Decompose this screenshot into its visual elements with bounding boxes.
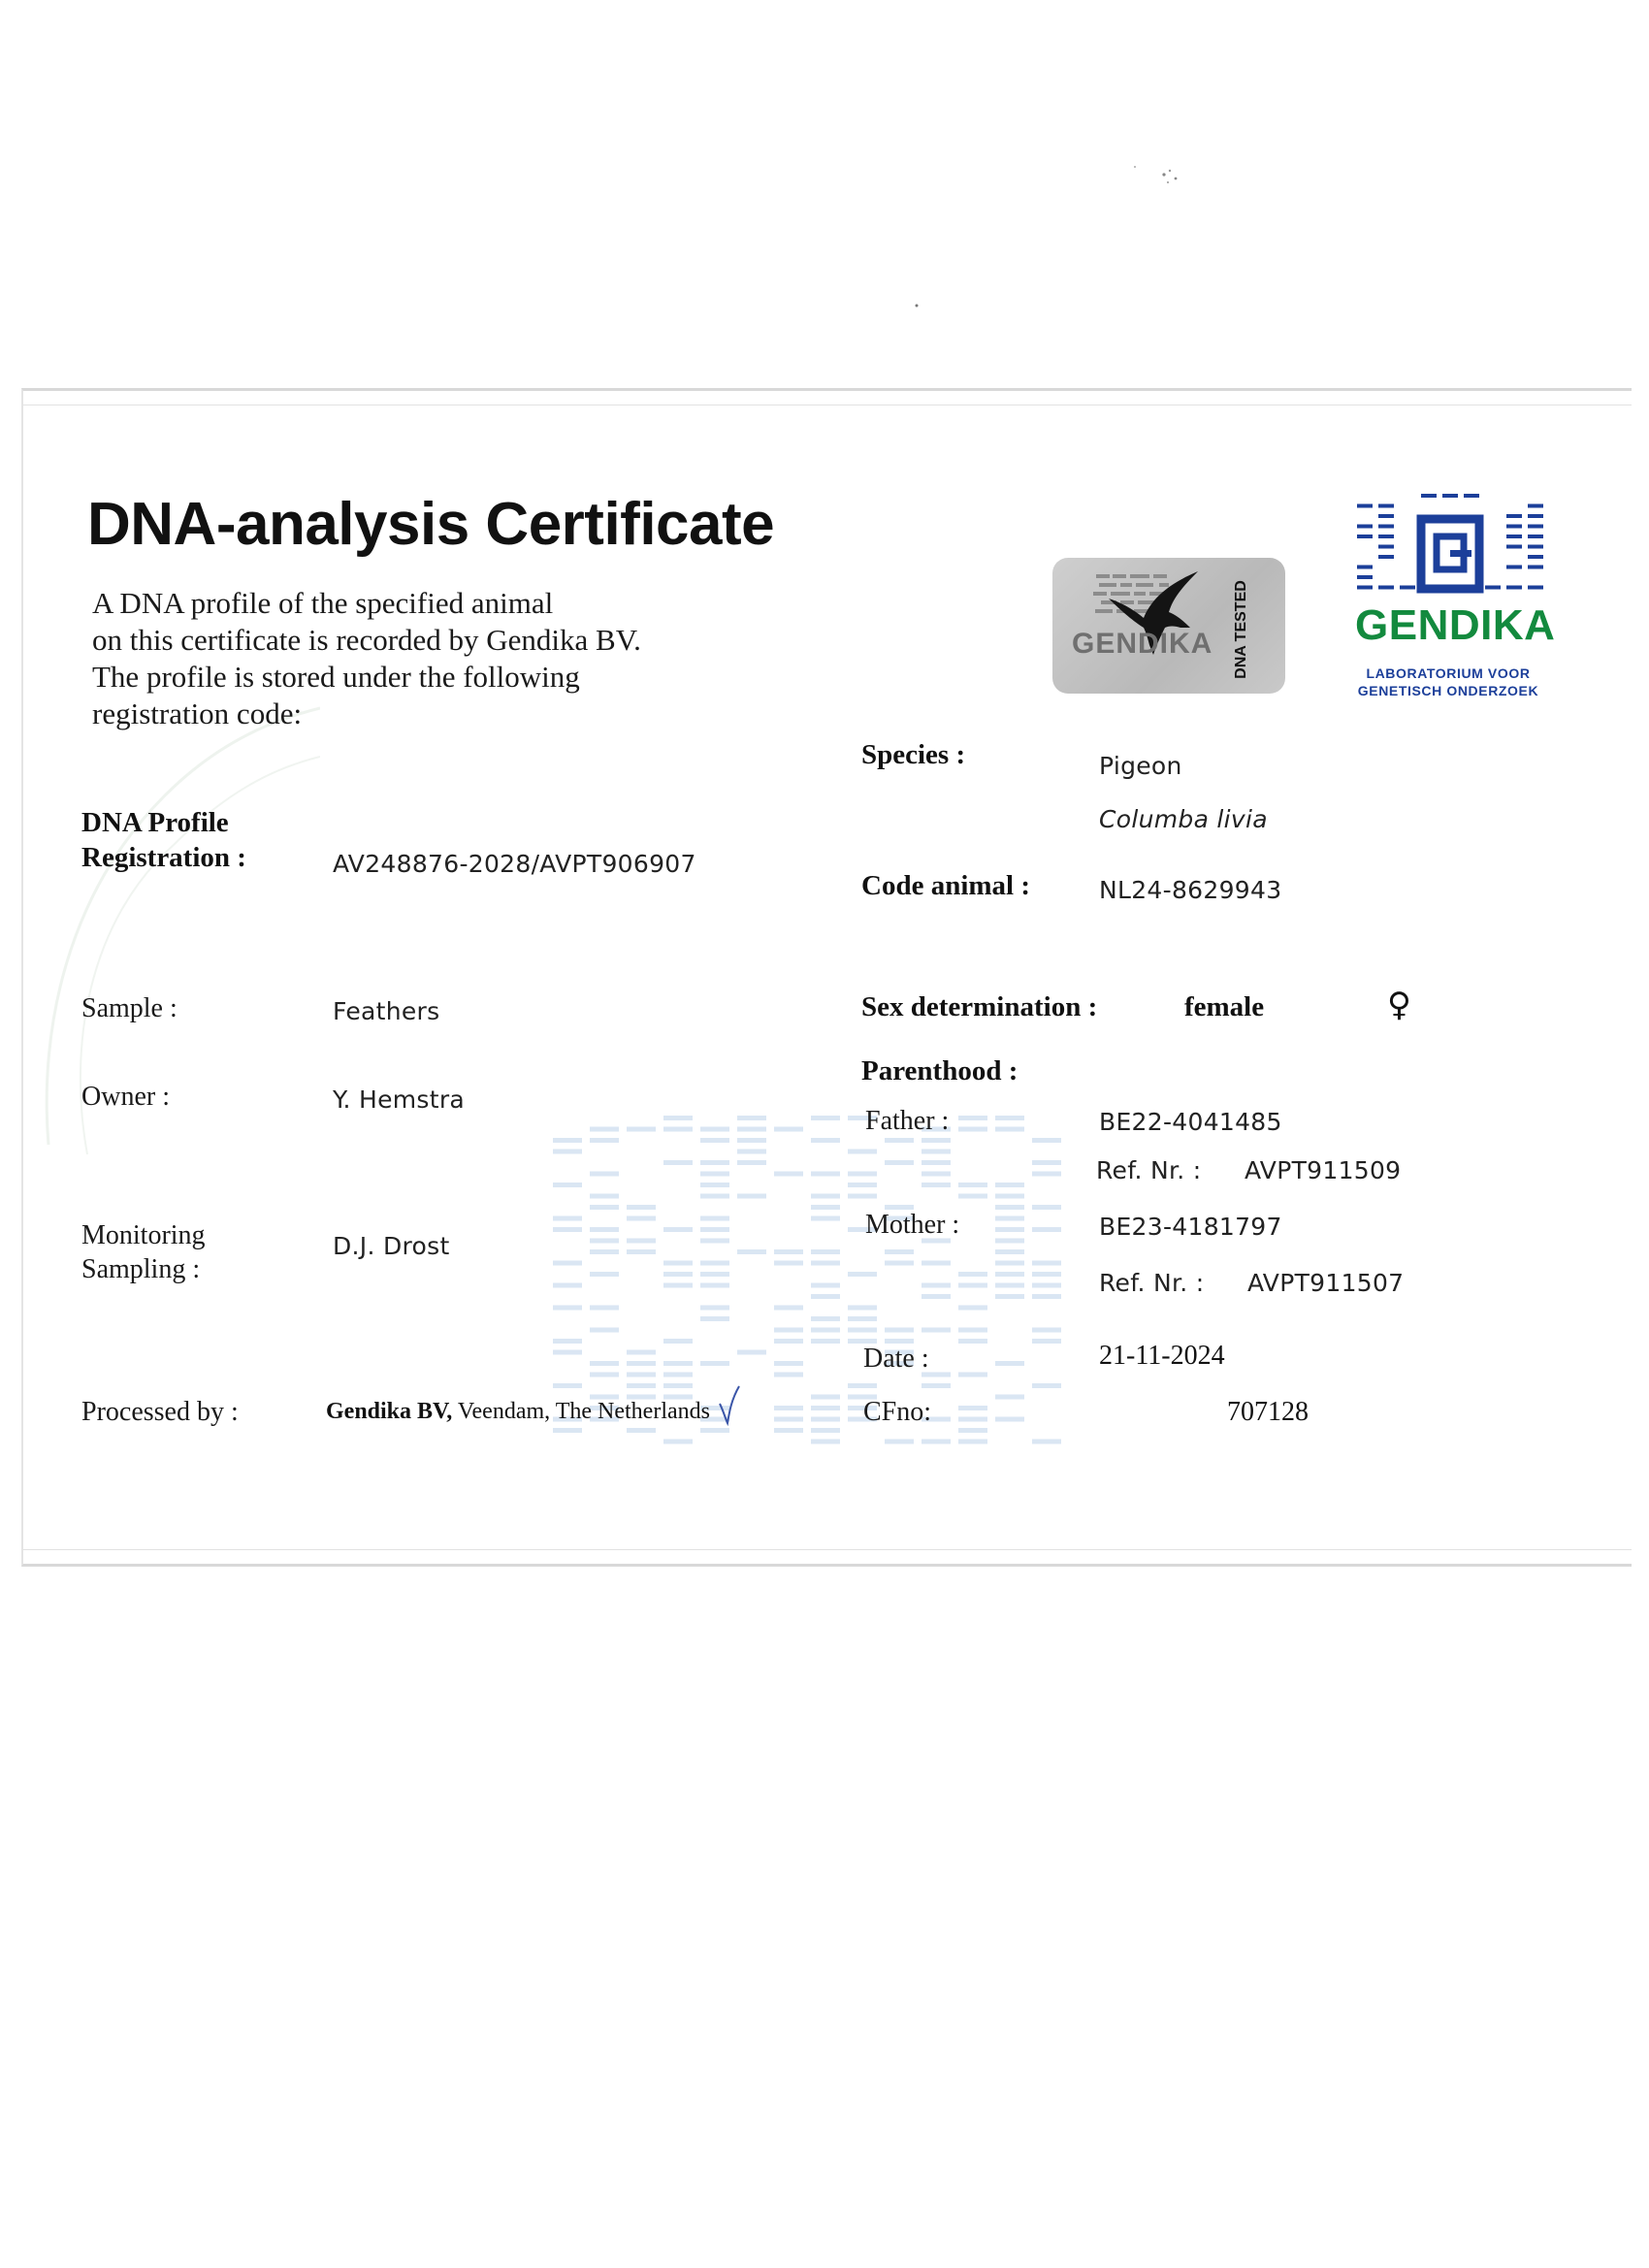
watermark-bar xyxy=(922,1383,951,1388)
watermark-bar xyxy=(627,1428,656,1433)
father-ref-value: AVPT911509 xyxy=(1245,1156,1402,1184)
logo-bar xyxy=(1357,525,1373,529)
processed-location: Veendam, The Netherlands xyxy=(452,1399,710,1424)
logo-bar xyxy=(1357,566,1373,569)
watermark-bar xyxy=(553,1306,582,1311)
logo-bar xyxy=(1506,525,1522,529)
watermark-bar xyxy=(774,1428,803,1433)
seal-brand-text: GENDIKA xyxy=(1072,628,1213,660)
watermark-bar xyxy=(1032,1440,1061,1444)
logo-bar xyxy=(1378,535,1394,538)
watermark-bar xyxy=(774,1127,803,1132)
watermark-bar xyxy=(663,1283,693,1288)
watermark-bar xyxy=(700,1127,729,1132)
watermark-bar xyxy=(811,1283,840,1288)
watermark-bar xyxy=(774,1306,803,1311)
watermark-bar xyxy=(885,1328,914,1333)
processed-value xyxy=(326,1399,710,1425)
watermark-bar xyxy=(958,1283,987,1288)
monitoring-label-line2: Sampling : xyxy=(81,1254,201,1284)
logo-bar xyxy=(1528,504,1543,508)
watermark-bar xyxy=(995,1261,1024,1266)
watermark-bar xyxy=(700,1261,729,1266)
logo-bar xyxy=(1506,545,1522,549)
watermark-bar xyxy=(811,1249,840,1254)
logo-bar xyxy=(1378,514,1394,518)
watermark-bar xyxy=(995,1283,1024,1288)
watermark-bar xyxy=(1032,1261,1061,1266)
watermark-bar xyxy=(700,1138,729,1143)
watermark-bar xyxy=(663,1361,693,1366)
watermark-bar xyxy=(995,1194,1024,1199)
watermark-bar xyxy=(1032,1205,1061,1210)
watermark-bar xyxy=(700,1272,729,1277)
watermark-bar xyxy=(811,1316,840,1321)
logo-bar xyxy=(1506,514,1522,518)
cfno-value: 707128 xyxy=(1227,1397,1309,1427)
processed-company: Gendika BV, xyxy=(326,1399,453,1424)
watermark-bar xyxy=(848,1194,877,1199)
watermark-bar xyxy=(995,1205,1024,1210)
logo-brand-name: GENDIKA xyxy=(1355,601,1556,649)
watermark-bar xyxy=(590,1194,619,1199)
watermark-bar xyxy=(663,1127,693,1132)
watermark-bar xyxy=(627,1249,656,1254)
watermark-bar xyxy=(590,1249,619,1254)
watermark-bar xyxy=(663,1339,693,1344)
watermark-bar xyxy=(995,1116,1024,1120)
father-value: BE22-4041485 xyxy=(1099,1108,1282,1136)
watermark-bar xyxy=(553,1138,582,1143)
watermark-bar xyxy=(663,1373,693,1377)
watermark-bar xyxy=(553,1183,582,1187)
watermark-bar xyxy=(848,1383,877,1388)
watermark-bar xyxy=(958,1328,987,1333)
watermark-bar xyxy=(627,1205,656,1210)
watermark-bar xyxy=(700,1239,729,1244)
watermark-bar xyxy=(590,1328,619,1333)
watermark-bar xyxy=(848,1328,877,1333)
watermark-bar xyxy=(1032,1383,1061,1388)
watermark-bar xyxy=(995,1227,1024,1232)
watermark-bar xyxy=(811,1395,840,1400)
watermark-bar xyxy=(590,1138,619,1143)
watermark-bar xyxy=(811,1194,840,1199)
watermark-bar xyxy=(958,1339,987,1344)
watermark-bar xyxy=(922,1172,951,1177)
watermark-bar xyxy=(922,1160,951,1165)
watermark-bar xyxy=(627,1216,656,1221)
watermark-bar xyxy=(700,1283,729,1288)
watermark-bar xyxy=(958,1116,987,1120)
watermark-bar xyxy=(848,1183,877,1187)
watermark-bar xyxy=(590,1127,619,1132)
watermark-bar xyxy=(1032,1138,1061,1143)
watermark-bar xyxy=(995,1183,1024,1187)
watermark-bar xyxy=(700,1172,729,1177)
watermark-bar xyxy=(811,1138,840,1143)
watermark-bar xyxy=(553,1383,582,1388)
date-label: Date : xyxy=(863,1344,929,1374)
seal-side-text: DNA TESTED xyxy=(1233,580,1249,679)
watermark-bar xyxy=(663,1440,693,1444)
watermark-bar xyxy=(848,1150,877,1154)
father-ref-label: Ref. Nr. : xyxy=(1096,1156,1202,1184)
watermark-bar xyxy=(627,1361,656,1366)
watermark-bar xyxy=(590,1239,619,1244)
watermark-bar xyxy=(1032,1227,1061,1232)
watermark-bar xyxy=(774,1172,803,1177)
watermark-bar xyxy=(885,1138,914,1143)
cfno-label: CFno: xyxy=(863,1397,932,1427)
scan-specks xyxy=(1125,146,1203,204)
female-symbol-icon: ♀ xyxy=(1387,986,1411,1024)
logo-bar xyxy=(1464,494,1479,498)
watermark-bar xyxy=(811,1172,840,1177)
watermark-bar xyxy=(700,1306,729,1311)
watermark-bar xyxy=(958,1194,987,1199)
logo-bar xyxy=(1528,586,1543,590)
species-label: Species : xyxy=(861,739,966,770)
watermark-bar xyxy=(737,1194,766,1199)
mother-ref-value: AVPT911507 xyxy=(1247,1269,1405,1297)
watermark-bar xyxy=(885,1160,914,1165)
watermark-bar xyxy=(663,1227,693,1232)
certificate-intro xyxy=(92,585,791,732)
watermark-bar xyxy=(995,1272,1024,1277)
watermark-bar xyxy=(553,1428,582,1433)
background-swirl xyxy=(29,679,320,1164)
logo-bar xyxy=(1528,535,1543,538)
watermark-bar xyxy=(958,1306,987,1311)
watermark-bar xyxy=(590,1172,619,1177)
watermark-bar xyxy=(1032,1328,1061,1333)
code-animal-value: NL24-8629943 xyxy=(1099,876,1282,904)
watermark-bar xyxy=(590,1373,619,1377)
watermark-bar xyxy=(1032,1339,1061,1344)
logo-bar xyxy=(1528,545,1543,549)
watermark-bar xyxy=(958,1417,987,1422)
watermark-bar xyxy=(774,1406,803,1410)
registration-label-line2: Registration : xyxy=(81,842,246,873)
mother-label: Mother : xyxy=(865,1210,960,1240)
watermark-bar xyxy=(995,1127,1024,1132)
monitoring-label-line1: Monitoring xyxy=(81,1220,206,1250)
watermark-bar xyxy=(774,1373,803,1377)
watermark-bar xyxy=(811,1339,840,1344)
watermark-bar xyxy=(627,1350,656,1355)
logo-bar xyxy=(1528,555,1543,559)
logo-bar xyxy=(1528,514,1543,518)
watermark-bar xyxy=(700,1361,729,1366)
watermark-bar xyxy=(700,1227,729,1232)
watermark-bar xyxy=(553,1227,582,1232)
watermark-bar xyxy=(553,1216,582,1221)
watermark-bar xyxy=(590,1306,619,1311)
logo-bar xyxy=(1421,494,1437,498)
watermark-bar xyxy=(811,1428,840,1433)
watermark-bar xyxy=(995,1249,1024,1254)
watermark-bar xyxy=(700,1428,729,1433)
intro-line: registration code: xyxy=(92,697,303,730)
watermark-bar xyxy=(737,1150,766,1154)
watermark-bar xyxy=(995,1395,1024,1400)
watermark-bar xyxy=(995,1294,1024,1299)
watermark-bar xyxy=(774,1339,803,1344)
sex-determination-label: Sex determination : xyxy=(861,991,1098,1022)
watermark-bar xyxy=(774,1261,803,1266)
watermark-bar xyxy=(553,1261,582,1266)
registration-value: AV248876-2028/AVPT906907 xyxy=(333,850,696,878)
watermark-bar xyxy=(811,1205,840,1210)
watermark-bar xyxy=(553,1350,582,1355)
watermark-bar xyxy=(663,1261,693,1266)
watermark-bar xyxy=(922,1138,951,1143)
watermark-bar xyxy=(737,1127,766,1132)
watermark-bar xyxy=(995,1361,1024,1366)
watermark-bar xyxy=(700,1194,729,1199)
mother-value: BE23-4181797 xyxy=(1099,1213,1282,1241)
logo-bar xyxy=(1528,525,1543,529)
card-bottom-rule xyxy=(23,1549,1632,1550)
watermark-bar xyxy=(922,1150,951,1154)
watermark-bar xyxy=(922,1183,951,1187)
watermark-bar xyxy=(590,1272,619,1277)
logo-bar xyxy=(1378,586,1394,590)
watermark-bar xyxy=(958,1272,987,1277)
sample-label: Sample : xyxy=(81,993,178,1023)
intro-line: on this certificate is recorded by Gendika BV. xyxy=(92,623,641,657)
logo-subtitle-line: LABORATORIUM VOOR xyxy=(1366,665,1531,681)
pen-tick-mark xyxy=(716,1382,745,1426)
watermark-bar xyxy=(811,1328,840,1333)
watermark-bar xyxy=(700,1216,729,1221)
watermark-bar xyxy=(627,1127,656,1132)
watermark-bar xyxy=(737,1138,766,1143)
owner-value: Y. Hemstra xyxy=(333,1085,466,1114)
watermark-bar xyxy=(811,1116,840,1120)
logo-subtitle xyxy=(1353,664,1543,699)
certificate-title: DNA-analysis Certificate xyxy=(87,491,775,558)
watermark-bar xyxy=(627,1383,656,1388)
monitoring-value: D.J. Drost xyxy=(333,1232,450,1260)
logo-bar xyxy=(1442,494,1458,498)
watermark-bar xyxy=(627,1373,656,1377)
watermark-bar xyxy=(811,1216,840,1221)
watermark-bar xyxy=(958,1183,987,1187)
dna-tested-seal xyxy=(1052,558,1285,694)
logo-bar xyxy=(1357,535,1373,538)
watermark-bar xyxy=(885,1261,914,1266)
watermark-bar xyxy=(774,1328,803,1333)
logo-bar xyxy=(1506,586,1522,590)
watermark-bar xyxy=(848,1172,877,1177)
watermark-bar xyxy=(848,1272,877,1277)
watermark-bar xyxy=(811,1294,840,1299)
watermark-bar xyxy=(995,1239,1024,1244)
watermark-bar xyxy=(774,1361,803,1366)
code-animal-label: Code animal : xyxy=(861,870,1030,901)
logo-bar xyxy=(1357,504,1373,508)
watermark-bar xyxy=(811,1440,840,1444)
logo-bar xyxy=(1378,555,1394,559)
watermark-bar xyxy=(737,1160,766,1165)
watermark-bar xyxy=(958,1428,987,1433)
watermark-bar xyxy=(627,1239,656,1244)
logo-subtitle-line: GENETISCH ONDERZOEK xyxy=(1357,683,1539,698)
father-label: Father : xyxy=(865,1106,950,1136)
watermark-bar xyxy=(958,1373,987,1377)
parenthood-label: Parenthood : xyxy=(861,1055,1018,1086)
watermark-bar xyxy=(1032,1160,1061,1165)
watermark-bar xyxy=(737,1116,766,1120)
watermark-bar xyxy=(922,1328,951,1333)
logo-bar xyxy=(1357,586,1373,590)
watermark-bar xyxy=(922,1283,951,1288)
logo-bar xyxy=(1378,504,1394,508)
watermark-bar xyxy=(1032,1272,1061,1277)
watermark-bar xyxy=(811,1417,840,1422)
watermark-bar xyxy=(737,1350,766,1355)
watermark-bar xyxy=(663,1272,693,1277)
scan-speck xyxy=(912,301,922,310)
watermark-bar xyxy=(958,1440,987,1444)
species-common-value: Pigeon xyxy=(1099,752,1182,780)
watermark-bar xyxy=(811,1261,840,1266)
sex-value: female xyxy=(1184,991,1265,1022)
watermark-bar xyxy=(1032,1172,1061,1177)
watermark-bar xyxy=(590,1227,619,1232)
logo-bar xyxy=(1378,545,1394,549)
watermark-bar xyxy=(663,1383,693,1388)
watermark-bar xyxy=(958,1406,987,1410)
watermark-bar xyxy=(848,1316,877,1321)
logo-bar xyxy=(1400,586,1415,590)
watermark-bar xyxy=(774,1417,803,1422)
watermark-bar xyxy=(995,1216,1024,1221)
watermark-bar xyxy=(700,1160,729,1165)
watermark-bar xyxy=(1032,1294,1061,1299)
watermark-bar xyxy=(848,1306,877,1311)
watermark-bar xyxy=(663,1160,693,1165)
species-latin-value: Columba livia xyxy=(1099,805,1268,833)
watermark-bar xyxy=(885,1440,914,1444)
watermark-bar xyxy=(590,1361,619,1366)
watermark-bar xyxy=(922,1440,951,1444)
sample-value: Feathers xyxy=(333,997,440,1025)
intro-line: A DNA profile of the specified animal xyxy=(92,586,554,620)
logo-bar xyxy=(1357,575,1373,579)
date-value: 21-11-2024 xyxy=(1099,1341,1225,1371)
watermark-bar xyxy=(995,1417,1024,1422)
watermark-bar xyxy=(553,1283,582,1288)
logo-bar xyxy=(1378,525,1394,529)
processed-label: Processed by : xyxy=(81,1397,239,1427)
watermark-bar xyxy=(922,1294,951,1299)
watermark-bar xyxy=(1032,1283,1061,1288)
logo-bar xyxy=(1485,586,1501,590)
logo-bar xyxy=(1506,566,1522,569)
watermark-bar xyxy=(774,1249,803,1254)
watermark-bar xyxy=(553,1339,582,1344)
watermark-bar xyxy=(700,1183,729,1187)
owner-label: Owner : xyxy=(81,1082,170,1112)
watermark-bar xyxy=(885,1249,914,1254)
intro-line: The profile is stored under the following xyxy=(92,660,580,694)
watermark-bar xyxy=(663,1116,693,1120)
watermark-bar xyxy=(737,1249,766,1254)
logo-bar xyxy=(1528,566,1543,569)
logo-bar xyxy=(1506,535,1522,538)
watermark-bar xyxy=(958,1127,987,1132)
watermark-bar xyxy=(811,1406,840,1410)
registration-label-line1: DNA Profile xyxy=(81,807,229,838)
mother-ref-label: Ref. Nr. : xyxy=(1099,1269,1205,1297)
watermark-bar xyxy=(590,1205,619,1210)
watermark-bar xyxy=(922,1261,951,1266)
watermark-bar xyxy=(553,1150,582,1154)
watermark-bar xyxy=(700,1316,729,1321)
